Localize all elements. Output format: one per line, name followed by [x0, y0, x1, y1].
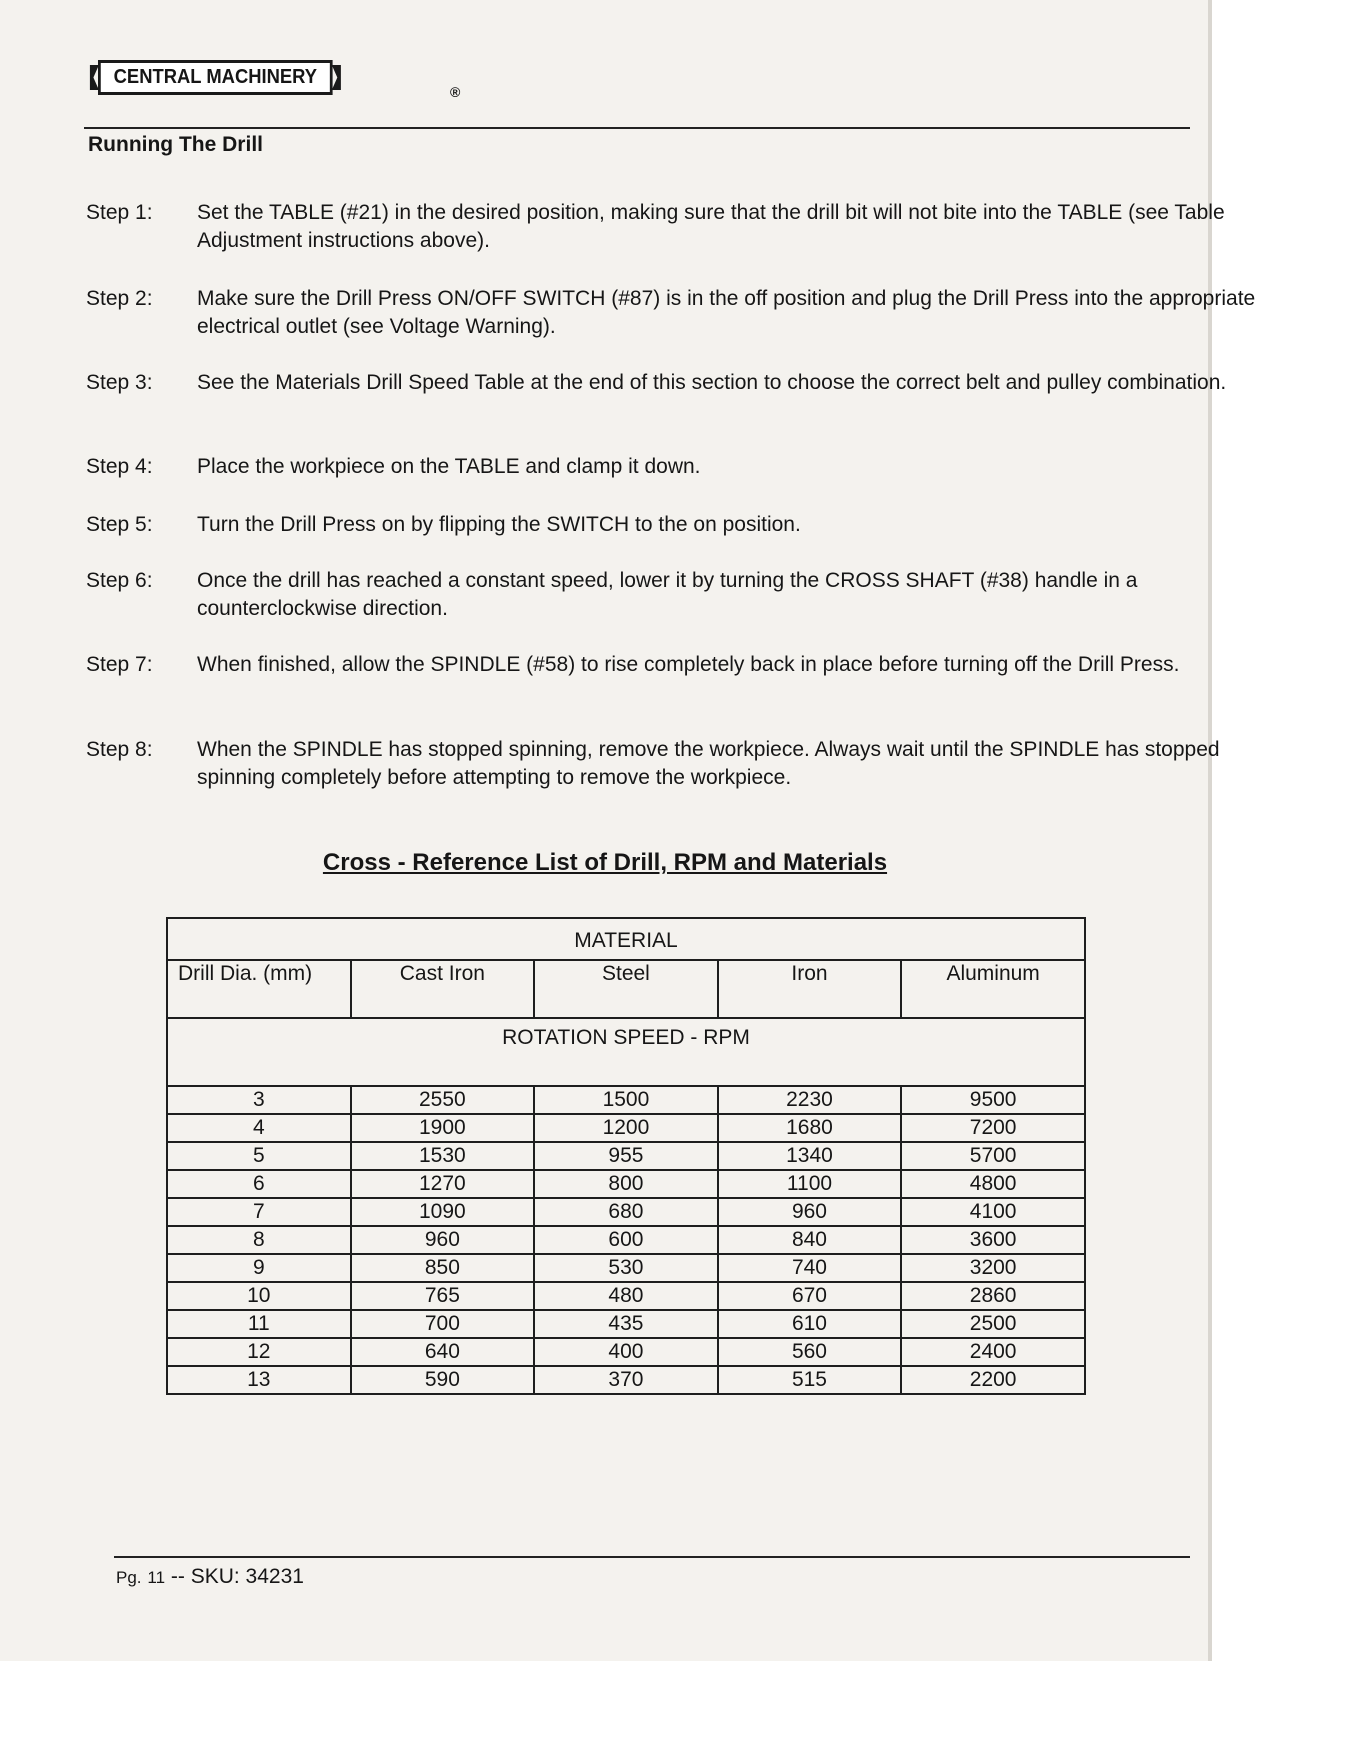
rpm-cell: 1200 — [534, 1114, 718, 1142]
section-title: Running The Drill — [88, 133, 263, 156]
rpm-cell: 435 — [534, 1310, 718, 1338]
column-header: Cast Iron — [351, 960, 535, 1018]
rpm-cell: 2550 — [351, 1086, 535, 1114]
rpm-cell: 515 — [718, 1366, 902, 1394]
rpm-cell: 960 — [351, 1226, 535, 1254]
rpm-cell: 2500 — [901, 1310, 1085, 1338]
rpm-cell: 680 — [534, 1198, 718, 1226]
rpm-cell: 1680 — [718, 1114, 902, 1142]
step-text: See the Materials Drill Speed Table at the end of this section to choose the correct belt and pulley combination. — [197, 371, 1227, 394]
drill-diameter-cell: 5 — [167, 1142, 351, 1170]
rpm-cell: 2230 — [718, 1086, 902, 1114]
step-label: Step 8: — [86, 738, 153, 761]
rpm-cell: 530 — [534, 1254, 718, 1282]
table-row — [167, 1366, 1085, 1394]
rpm-cell: 3200 — [901, 1254, 1085, 1282]
step-text: Once the drill has reached a constant speed, lower it by turning the CROSS SHAFT (#38) handle in a counterclockwise direction. — [197, 569, 1138, 620]
step-label: Step 5: — [86, 513, 153, 536]
drill-diameter-cell: 11 — [167, 1310, 351, 1338]
rotation-speed-header: ROTATION SPEED - RPM — [167, 1018, 1085, 1086]
column-header: Aluminum — [901, 960, 1085, 1018]
rpm-cell: 590 — [351, 1366, 535, 1394]
rpm-cell: 850 — [351, 1254, 535, 1282]
rpm-cell: 480 — [534, 1282, 718, 1310]
table-row — [167, 1282, 1085, 1310]
rpm-cell: 740 — [718, 1254, 902, 1282]
rpm-table — [166, 917, 1086, 1395]
table-row — [167, 1086, 1085, 1114]
drill-diameter-cell: 7 — [167, 1198, 351, 1226]
column-header: Steel — [534, 960, 718, 1018]
drill-diameter-cell: 3 — [167, 1086, 351, 1114]
rpm-cell: 9500 — [901, 1086, 1085, 1114]
step-text: When finished, allow the SPINDLE (#58) to rise completely back in place before turning off the Drill Press. — [197, 653, 1180, 676]
table-row — [167, 1198, 1085, 1226]
rpm-cell: 1270 — [351, 1170, 535, 1198]
rpm-cell: 560 — [718, 1338, 902, 1366]
rpm-cell: 1090 — [351, 1198, 535, 1226]
rpm-cell: 955 — [534, 1142, 718, 1170]
rpm-cell: 960 — [718, 1198, 902, 1226]
rpm-cell: 7200 — [901, 1114, 1085, 1142]
rpm-cell: 2400 — [901, 1338, 1085, 1366]
rpm-cell: 2200 — [901, 1366, 1085, 1394]
step-label: Step 1: — [86, 201, 153, 224]
rpm-cell: 600 — [534, 1226, 718, 1254]
rpm-cell: 1340 — [718, 1142, 902, 1170]
drill-diameter-cell: 10 — [167, 1282, 351, 1310]
table-row — [167, 1114, 1085, 1142]
rpm-cell: 370 — [534, 1366, 718, 1394]
table-row — [167, 1254, 1085, 1282]
page-number: 11 — [147, 1568, 166, 1587]
table-title: Cross - Reference List of Drill, RPM and Materials — [322, 849, 888, 876]
drill-diameter-cell: 8 — [167, 1226, 351, 1254]
drill-diameter-cell: 13 — [167, 1366, 351, 1394]
footer-rule — [114, 1556, 1190, 1558]
step-label: Step 2: — [86, 287, 153, 310]
sku-text: -- SKU: 34231 — [170, 1565, 304, 1588]
table-row — [167, 1170, 1085, 1198]
page-footer — [116, 1565, 304, 1589]
drill-dia-header: Drill Dia. (mm) — [167, 960, 351, 1018]
rpm-cell: 700 — [351, 1310, 535, 1338]
rpm-cell: 1500 — [534, 1086, 718, 1114]
rpm-cell: 800 — [534, 1170, 718, 1198]
drill-diameter-cell: 9 — [167, 1254, 351, 1282]
rpm-cell: 1530 — [351, 1142, 535, 1170]
logo-text: CENTRAL MACHINERY — [98, 60, 333, 95]
table-row — [167, 1310, 1085, 1338]
rpm-cell: 1900 — [351, 1114, 535, 1142]
material-header: MATERIAL — [167, 918, 1085, 960]
rpm-cell: 400 — [534, 1338, 718, 1366]
drill-diameter-cell: 6 — [167, 1170, 351, 1198]
rpm-cell: 670 — [718, 1282, 902, 1310]
rpm-cell: 5700 — [901, 1142, 1085, 1170]
rpm-cell: 610 — [718, 1310, 902, 1338]
rpm-cell: 3600 — [901, 1226, 1085, 1254]
rpm-cell: 1100 — [718, 1170, 902, 1198]
step-text: When the SPINDLE has stopped spinning, remove the workpiece. Always wait until the SPINDLE has stopped spinning completely before attempting to remove the workpiece. — [197, 738, 1220, 789]
rpm-cell: 840 — [718, 1226, 902, 1254]
rpm-table-body — [167, 1086, 1085, 1394]
step-label: Step 3: — [86, 371, 153, 394]
step-label: Step 7: — [86, 653, 153, 676]
rpm-cell: 2860 — [901, 1282, 1085, 1310]
step-text: Turn the Drill Press on by flipping the SWITCH to the on position. — [197, 513, 801, 536]
rpm-cell: 4800 — [901, 1170, 1085, 1198]
rpm-cell: 640 — [351, 1338, 535, 1366]
column-header: Iron — [718, 960, 902, 1018]
step-label: Step 6: — [86, 569, 153, 592]
step-label: Step 4: — [86, 455, 153, 478]
step-text: Set the TABLE (#21) in the desired position, making sure that the drill bit will not bite into the TABLE (see Table Adjustment instructions above). — [197, 201, 1225, 252]
table-row — [167, 1226, 1085, 1254]
brand-logo — [98, 60, 461, 100]
registered-mark-icon: ® — [450, 84, 461, 100]
step-text: Make sure the Drill Press ON/OFF SWITCH (#87) is in the off position and plug the Drill Press into the appropriate electrical outlet (see Voltage Warning). — [197, 287, 1256, 338]
drill-diameter-cell: 4 — [167, 1114, 351, 1142]
rpm-cell: 4100 — [901, 1198, 1085, 1226]
table-row — [167, 1338, 1085, 1366]
rpm-cell: 765 — [351, 1282, 535, 1310]
table-row — [167, 1142, 1085, 1170]
drill-diameter-cell: 12 — [167, 1338, 351, 1366]
header-rule — [84, 127, 1190, 129]
page-label: Pg. — [116, 1568, 142, 1587]
step-text: Place the workpiece on the TABLE and clamp it down. — [197, 455, 701, 478]
